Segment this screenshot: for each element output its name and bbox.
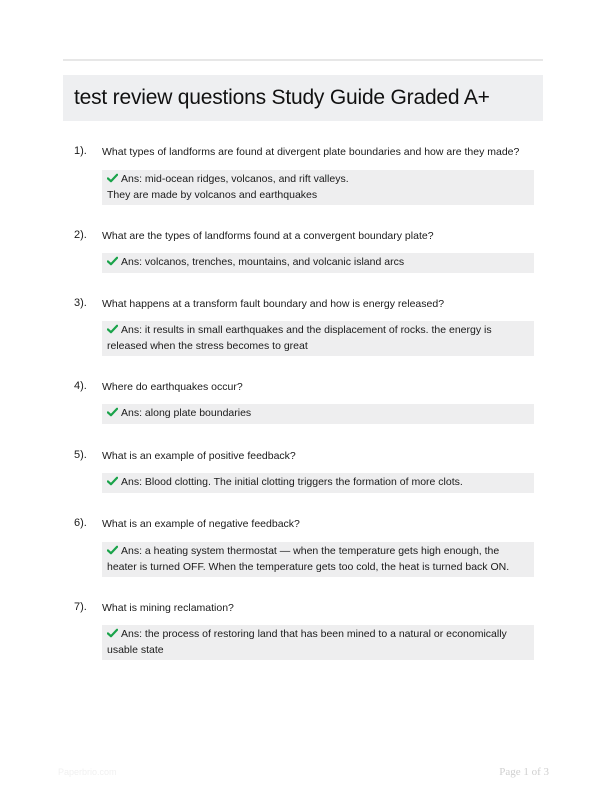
check-icon (107, 173, 118, 183)
question-text: What happens at a transform fault boundary and how is energy released? (102, 298, 445, 310)
answer-line: Ans: Blood clotting. The initial clotting triggers the formation of more clots. (107, 475, 529, 491)
question-text: What is an example of negative feedback? (102, 518, 300, 530)
top-divider (63, 59, 543, 61)
check-icon (107, 407, 118, 417)
question-text: What types of landforms are found at divergent plate boundaries and how are they made? (102, 146, 520, 158)
question-text: What is mining reclamation? (102, 602, 234, 614)
question-number: 3). (74, 297, 87, 309)
answer-box (102, 625, 534, 660)
answer-line: heater is turned OFF. When the temperature gets too cold, the heat is turned back ON. (107, 560, 510, 573)
answer-line: Ans: a heating system thermostat — when the temperature gets high enough, the (107, 544, 529, 560)
answer-line: They are made by volcanos and earthquakes (107, 188, 318, 201)
check-icon (107, 628, 118, 638)
question-number: 5). (74, 449, 87, 461)
check-icon (107, 324, 118, 334)
footer-watermark: Paperbrio.com (58, 767, 117, 777)
answer-line: Ans: it results in small earthquakes and the displacement of rocks. the energy is (107, 323, 529, 339)
answer-box (102, 321, 534, 356)
answer-line: Ans: along plate boundaries (107, 406, 529, 422)
document-title: test review questions Study Guide Graded A+ (74, 86, 490, 109)
answer-line: usable state (107, 643, 164, 656)
question-number: 6). (74, 517, 87, 529)
question-number: 2). (74, 229, 87, 241)
check-icon (107, 545, 118, 555)
check-icon (107, 256, 118, 266)
check-icon (107, 476, 118, 486)
page-indicator: Page 1 of 3 (499, 766, 549, 778)
answer-line: Ans: the process of restoring land that has been mined to a natural or economically (107, 627, 529, 643)
question-text: Where do earthquakes occur? (102, 381, 243, 393)
question-text: What are the types of landforms found at a convergent boundary plate? (102, 230, 434, 242)
answer-box (102, 473, 534, 493)
question-text: What is an example of positive feedback? (102, 450, 296, 462)
answer-box (102, 542, 534, 577)
question-number: 7). (74, 601, 87, 613)
question-number: 1). (74, 145, 87, 157)
question-number: 4). (74, 380, 87, 392)
answer-line: Ans: mid-ocean ridges, volcanos, and rift valleys. (107, 172, 529, 188)
answer-box (102, 253, 534, 273)
answer-box (102, 404, 534, 424)
answer-box (102, 170, 534, 205)
title-banner (63, 75, 543, 121)
answer-line: released when the stress becomes to great (107, 339, 308, 352)
answer-line: Ans: volcanos, trenches, mountains, and volcanic island arcs (107, 255, 529, 271)
